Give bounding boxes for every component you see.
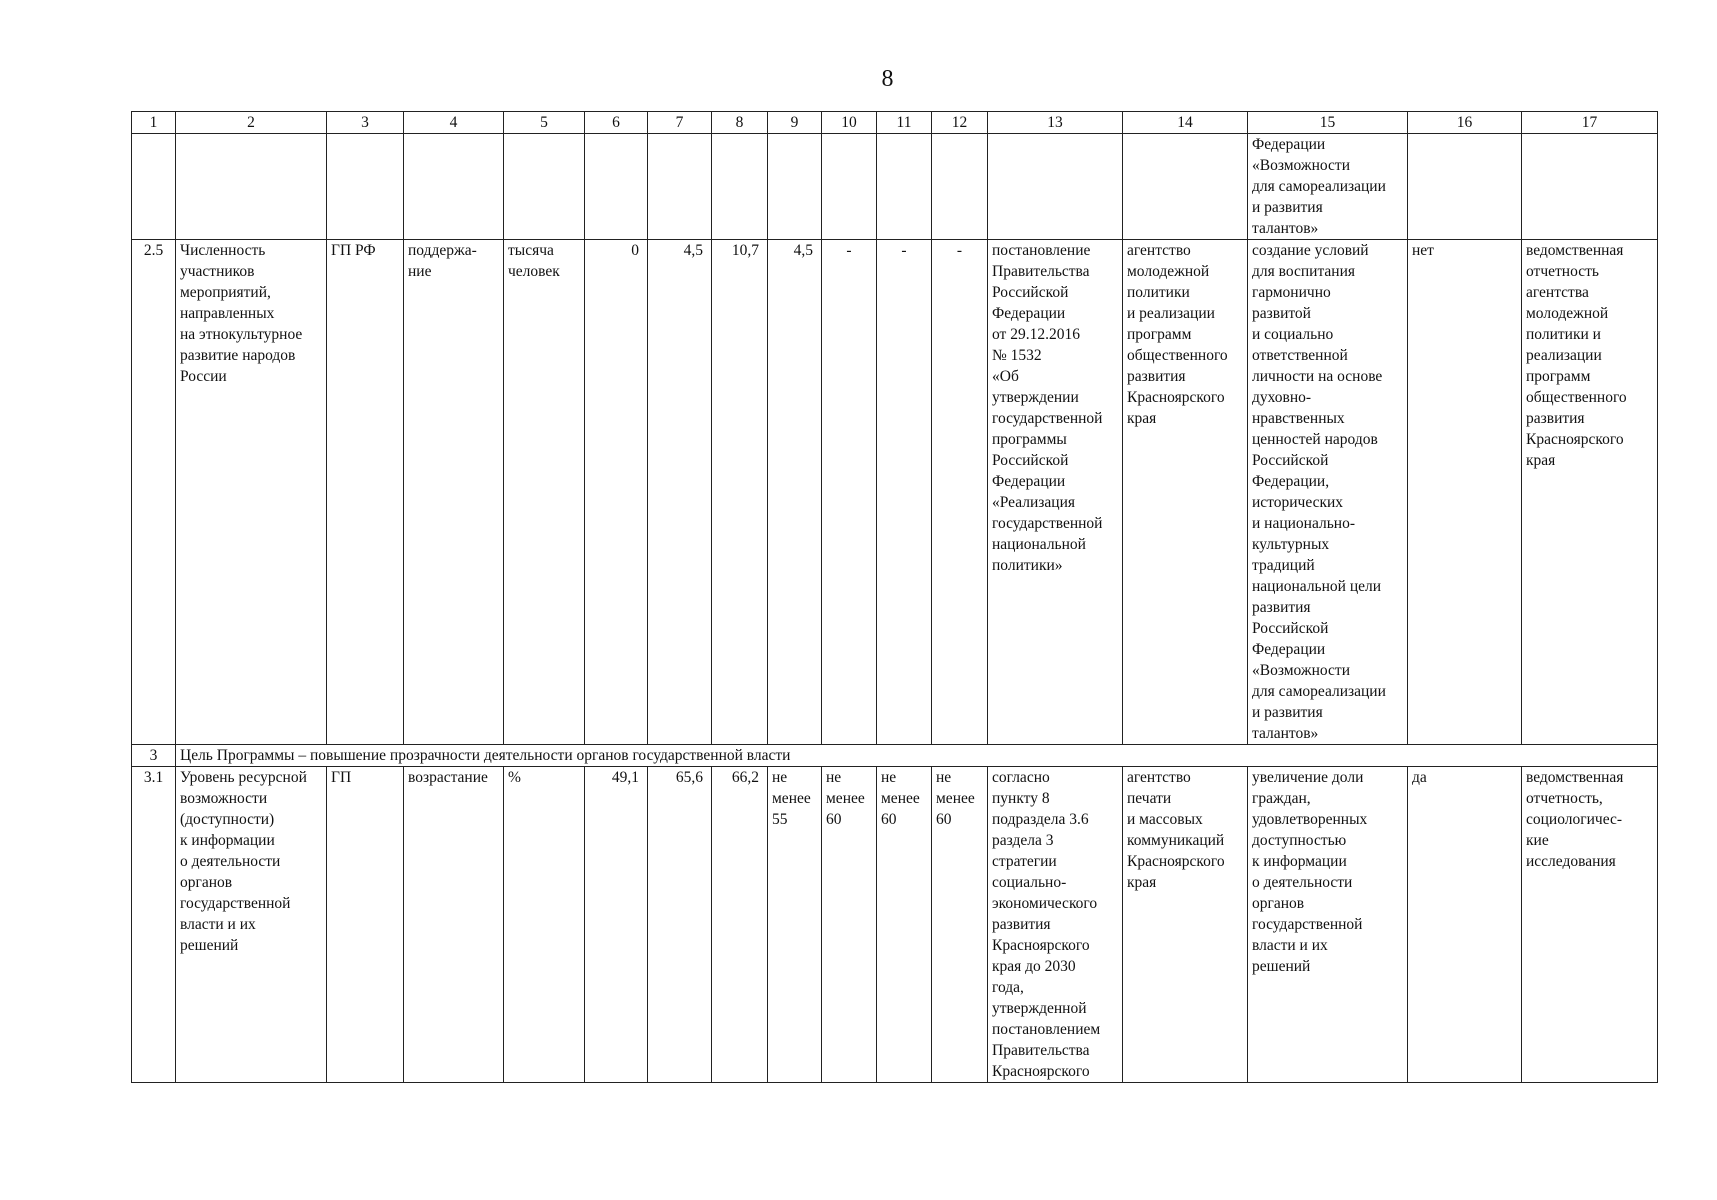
row-number: 2.5	[132, 240, 176, 745]
value-col12: не менее 60	[932, 767, 988, 1083]
table-row-2-5	[132, 240, 1658, 745]
value-col11: -	[877, 240, 932, 745]
trend: возрастание	[404, 767, 504, 1083]
col-header: 12	[932, 112, 988, 134]
continuation-row	[132, 134, 1658, 240]
col-header: 13	[988, 112, 1123, 134]
col-header: 8	[712, 112, 768, 134]
col-header: 4	[404, 112, 504, 134]
continuation-goal-text: Федерации «Возможности для самореализации и развития талантов»	[1248, 134, 1408, 240]
col-header: 6	[585, 112, 648, 134]
col-header: 17	[1522, 112, 1658, 134]
col-header: 11	[877, 112, 932, 134]
responsible-agency: агентство печати и массовых коммуникаций Красноярского края	[1123, 767, 1248, 1083]
value-col6: 0	[585, 240, 648, 745]
page-number: 8	[881, 66, 894, 92]
legal-basis: согласно пункту 8 подраздела 3.6 раздела 3 стратегии социально- экономического развития Красноярского края до 2030 года, утвержденной постановлением Правительства Красноярского	[988, 767, 1123, 1083]
data-source: ведомственная отчетность агентства молодежной политики и реализации программ общественного развития Красноярского края	[1522, 240, 1658, 745]
program-type: ГП	[327, 767, 404, 1083]
col16-value: нет	[1408, 240, 1522, 745]
indicators-table	[131, 111, 1658, 1083]
table-row-3-1	[132, 767, 1658, 1083]
col-header: 7	[648, 112, 712, 134]
value-col11: не менее 60	[877, 767, 932, 1083]
col-header: 14	[1123, 112, 1248, 134]
value-col10: не менее 60	[822, 767, 877, 1083]
section-title: Цель Программы – повышение прозрачности деятельности органов государственной власти	[176, 745, 1658, 767]
section-number: 3	[132, 745, 176, 767]
col16-value: да	[1408, 767, 1522, 1083]
legal-basis: постановление Правительства Российской Федерации от 29.12.2016 № 1532 «Об утверждении государственной программы Российской Федерации «Реализация государственной национальной политики»	[988, 240, 1123, 745]
indicator-name: Численность участников мероприятий, направленных на этнокультурное развитие народов России	[176, 240, 327, 745]
national-goal: создание условий для воспитания гармонично развитой и социально ответственной личности на основе духовно- нравственных ценностей народов Российской Федерации, исторических и национально- культурных традиций национальной цели развития Российской Федерации «Возможности для самореализации и развития талантов»	[1248, 240, 1408, 745]
value-col6: 49,1	[585, 767, 648, 1083]
row-number: 3.1	[132, 767, 176, 1083]
column-number-row	[132, 112, 1658, 134]
trend: поддержа- ние	[404, 240, 504, 745]
section-3-row	[132, 745, 1658, 767]
unit: тысяча человек	[504, 240, 585, 745]
col-header: 16	[1408, 112, 1522, 134]
program-type: ГП РФ	[327, 240, 404, 745]
col-header: 2	[176, 112, 327, 134]
value-col7: 4,5	[648, 240, 712, 745]
value-col7: 65,6	[648, 767, 712, 1083]
col-header: 5	[504, 112, 585, 134]
value-col10: -	[822, 240, 877, 745]
value-col9: не менее 55	[768, 767, 822, 1083]
value-col9: 4,5	[768, 240, 822, 745]
national-goal: увеличение доли граждан, удовлетворенных доступностью к информации о деятельности органов государственной власти и их решений	[1248, 767, 1408, 1083]
unit: %	[504, 767, 585, 1083]
indicator-name: Уровень ресурсной возможности (доступности) к информации о деятельности органов государственной власти и их решений	[176, 767, 327, 1083]
col-header: 9	[768, 112, 822, 134]
value-col8: 10,7	[712, 240, 768, 745]
col-header: 10	[822, 112, 877, 134]
value-col8: 66,2	[712, 767, 768, 1083]
responsible-agency: агентство молодежной политики и реализации программ общественного развития Красноярского края	[1123, 240, 1248, 745]
col-header: 15	[1248, 112, 1408, 134]
col-header: 3	[327, 112, 404, 134]
data-source: ведомственная отчетность, социологичес- кие исследования	[1522, 767, 1658, 1083]
col-header: 1	[132, 112, 176, 134]
value-col12: -	[932, 240, 988, 745]
